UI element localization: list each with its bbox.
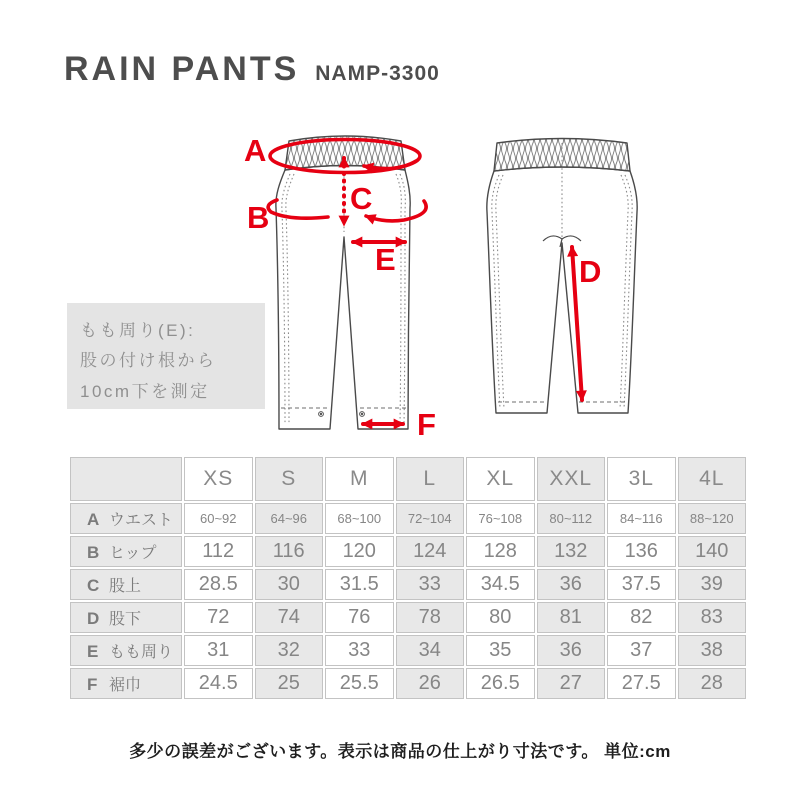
size-value-cell: 37.5 — [607, 569, 676, 600]
size-value-cell: 32 — [255, 635, 324, 666]
size-value-cell: 76 — [325, 602, 394, 633]
size-value-cell: 82 — [607, 602, 676, 633]
size-table — [68, 455, 748, 701]
measure-row-d — [70, 602, 746, 633]
size-value-cell: 74 — [255, 602, 324, 633]
size-value-cell: 81 — [537, 602, 606, 633]
size-value-cell: 25 — [255, 668, 324, 699]
size-col-header-xs: XS — [184, 457, 253, 501]
label-a: A — [244, 133, 267, 168]
measure-row-label: F 裾巾 — [70, 668, 182, 699]
size-value-cell: 24.5 — [184, 668, 253, 699]
size-value-cell: 72~104 — [396, 503, 465, 534]
measure-row-c — [70, 569, 746, 600]
measure-row-label: B ヒップ — [70, 536, 182, 567]
size-col-header-s: S — [255, 457, 324, 501]
size-value-cell: 25.5 — [325, 668, 394, 699]
page-header — [64, 50, 440, 89]
corner-cell — [70, 457, 182, 501]
size-value-cell: 28.5 — [184, 569, 253, 600]
size-value-cell: 68~100 — [325, 503, 394, 534]
footer-note: 多少の誤差がございます。表示は商品の仕上がり寸法です。 単位:cm — [129, 742, 671, 761]
measure-row-label: A ウエスト — [70, 503, 182, 534]
size-value-cell: 124 — [396, 536, 465, 567]
note-line: 10cm下を測定 — [80, 381, 210, 401]
size-value-cell: 64~96 — [255, 503, 324, 534]
size-col-header-l: L — [396, 457, 465, 501]
back-view-drawing — [487, 139, 637, 414]
size-value-cell: 33 — [396, 569, 465, 600]
size-value-cell: 34 — [396, 635, 465, 666]
label-f: F — [417, 407, 436, 442]
size-col-header-m: M — [325, 457, 394, 501]
thigh-measure-note — [67, 303, 265, 409]
label-c: C — [350, 181, 373, 216]
size-value-cell: 27 — [537, 668, 606, 699]
size-value-cell: 120 — [325, 536, 394, 567]
page-title: RAIN PANTS — [64, 50, 300, 88]
model-number: NAMP-3300 — [315, 62, 440, 85]
size-value-cell: 80~112 — [537, 503, 606, 534]
size-value-cell: 35 — [466, 635, 535, 666]
size-col-header-xxl: XXL — [537, 457, 606, 501]
size-value-cell: 80 — [466, 602, 535, 633]
size-value-cell: 26.5 — [466, 668, 535, 699]
size-value-cell: 36 — [537, 635, 606, 666]
measure-row-a — [70, 503, 746, 534]
size-col-header-4l: 4L — [678, 457, 747, 501]
size-value-cell: 60~92 — [184, 503, 253, 534]
size-value-cell: 78 — [396, 602, 465, 633]
measure-row-e — [70, 635, 746, 666]
size-value-cell: 39 — [678, 569, 747, 600]
note-line: 股の付け根から — [80, 351, 217, 371]
size-value-cell: 33 — [325, 635, 394, 666]
label-b: B — [247, 200, 270, 235]
size-value-cell: 88~120 — [678, 503, 747, 534]
size-value-cell: 136 — [607, 536, 676, 567]
measure-row-label: C 股上 — [70, 569, 182, 600]
measure-row-label: D 股下 — [70, 602, 182, 633]
size-col-header-3l: 3L — [607, 457, 676, 501]
size-value-cell: 112 — [184, 536, 253, 567]
size-value-cell: 72 — [184, 602, 253, 633]
label-e: E — [375, 242, 396, 277]
size-value-cell: 116 — [255, 536, 324, 567]
size-value-cell: 37 — [607, 635, 676, 666]
size-value-cell: 26 — [396, 668, 465, 699]
label-d: D — [579, 254, 602, 289]
size-value-cell: 140 — [678, 536, 747, 567]
size-value-cell: 128 — [466, 536, 535, 567]
note-line: もも周り(E): — [80, 321, 196, 340]
size-value-cell: 31.5 — [325, 569, 394, 600]
size-table-head — [70, 457, 746, 501]
size-value-cell: 36 — [537, 569, 606, 600]
measure-row-label: E もも周り — [70, 635, 182, 666]
measure-row-b — [70, 536, 746, 567]
measure-row-f — [70, 668, 746, 699]
size-value-cell: 34.5 — [466, 569, 535, 600]
size-value-cell: 84~116 — [607, 503, 676, 534]
size-value-cell: 30 — [255, 569, 324, 600]
size-value-cell: 83 — [678, 602, 747, 633]
size-value-cell: 38 — [678, 635, 747, 666]
size-value-cell: 28 — [678, 668, 747, 699]
size-value-cell: 76~108 — [466, 503, 535, 534]
size-value-cell: 132 — [537, 536, 606, 567]
size-value-cell: 27.5 — [607, 668, 676, 699]
size-table-body — [70, 503, 746, 699]
size-value-cell: 31 — [184, 635, 253, 666]
size-col-header-xl: XL — [466, 457, 535, 501]
